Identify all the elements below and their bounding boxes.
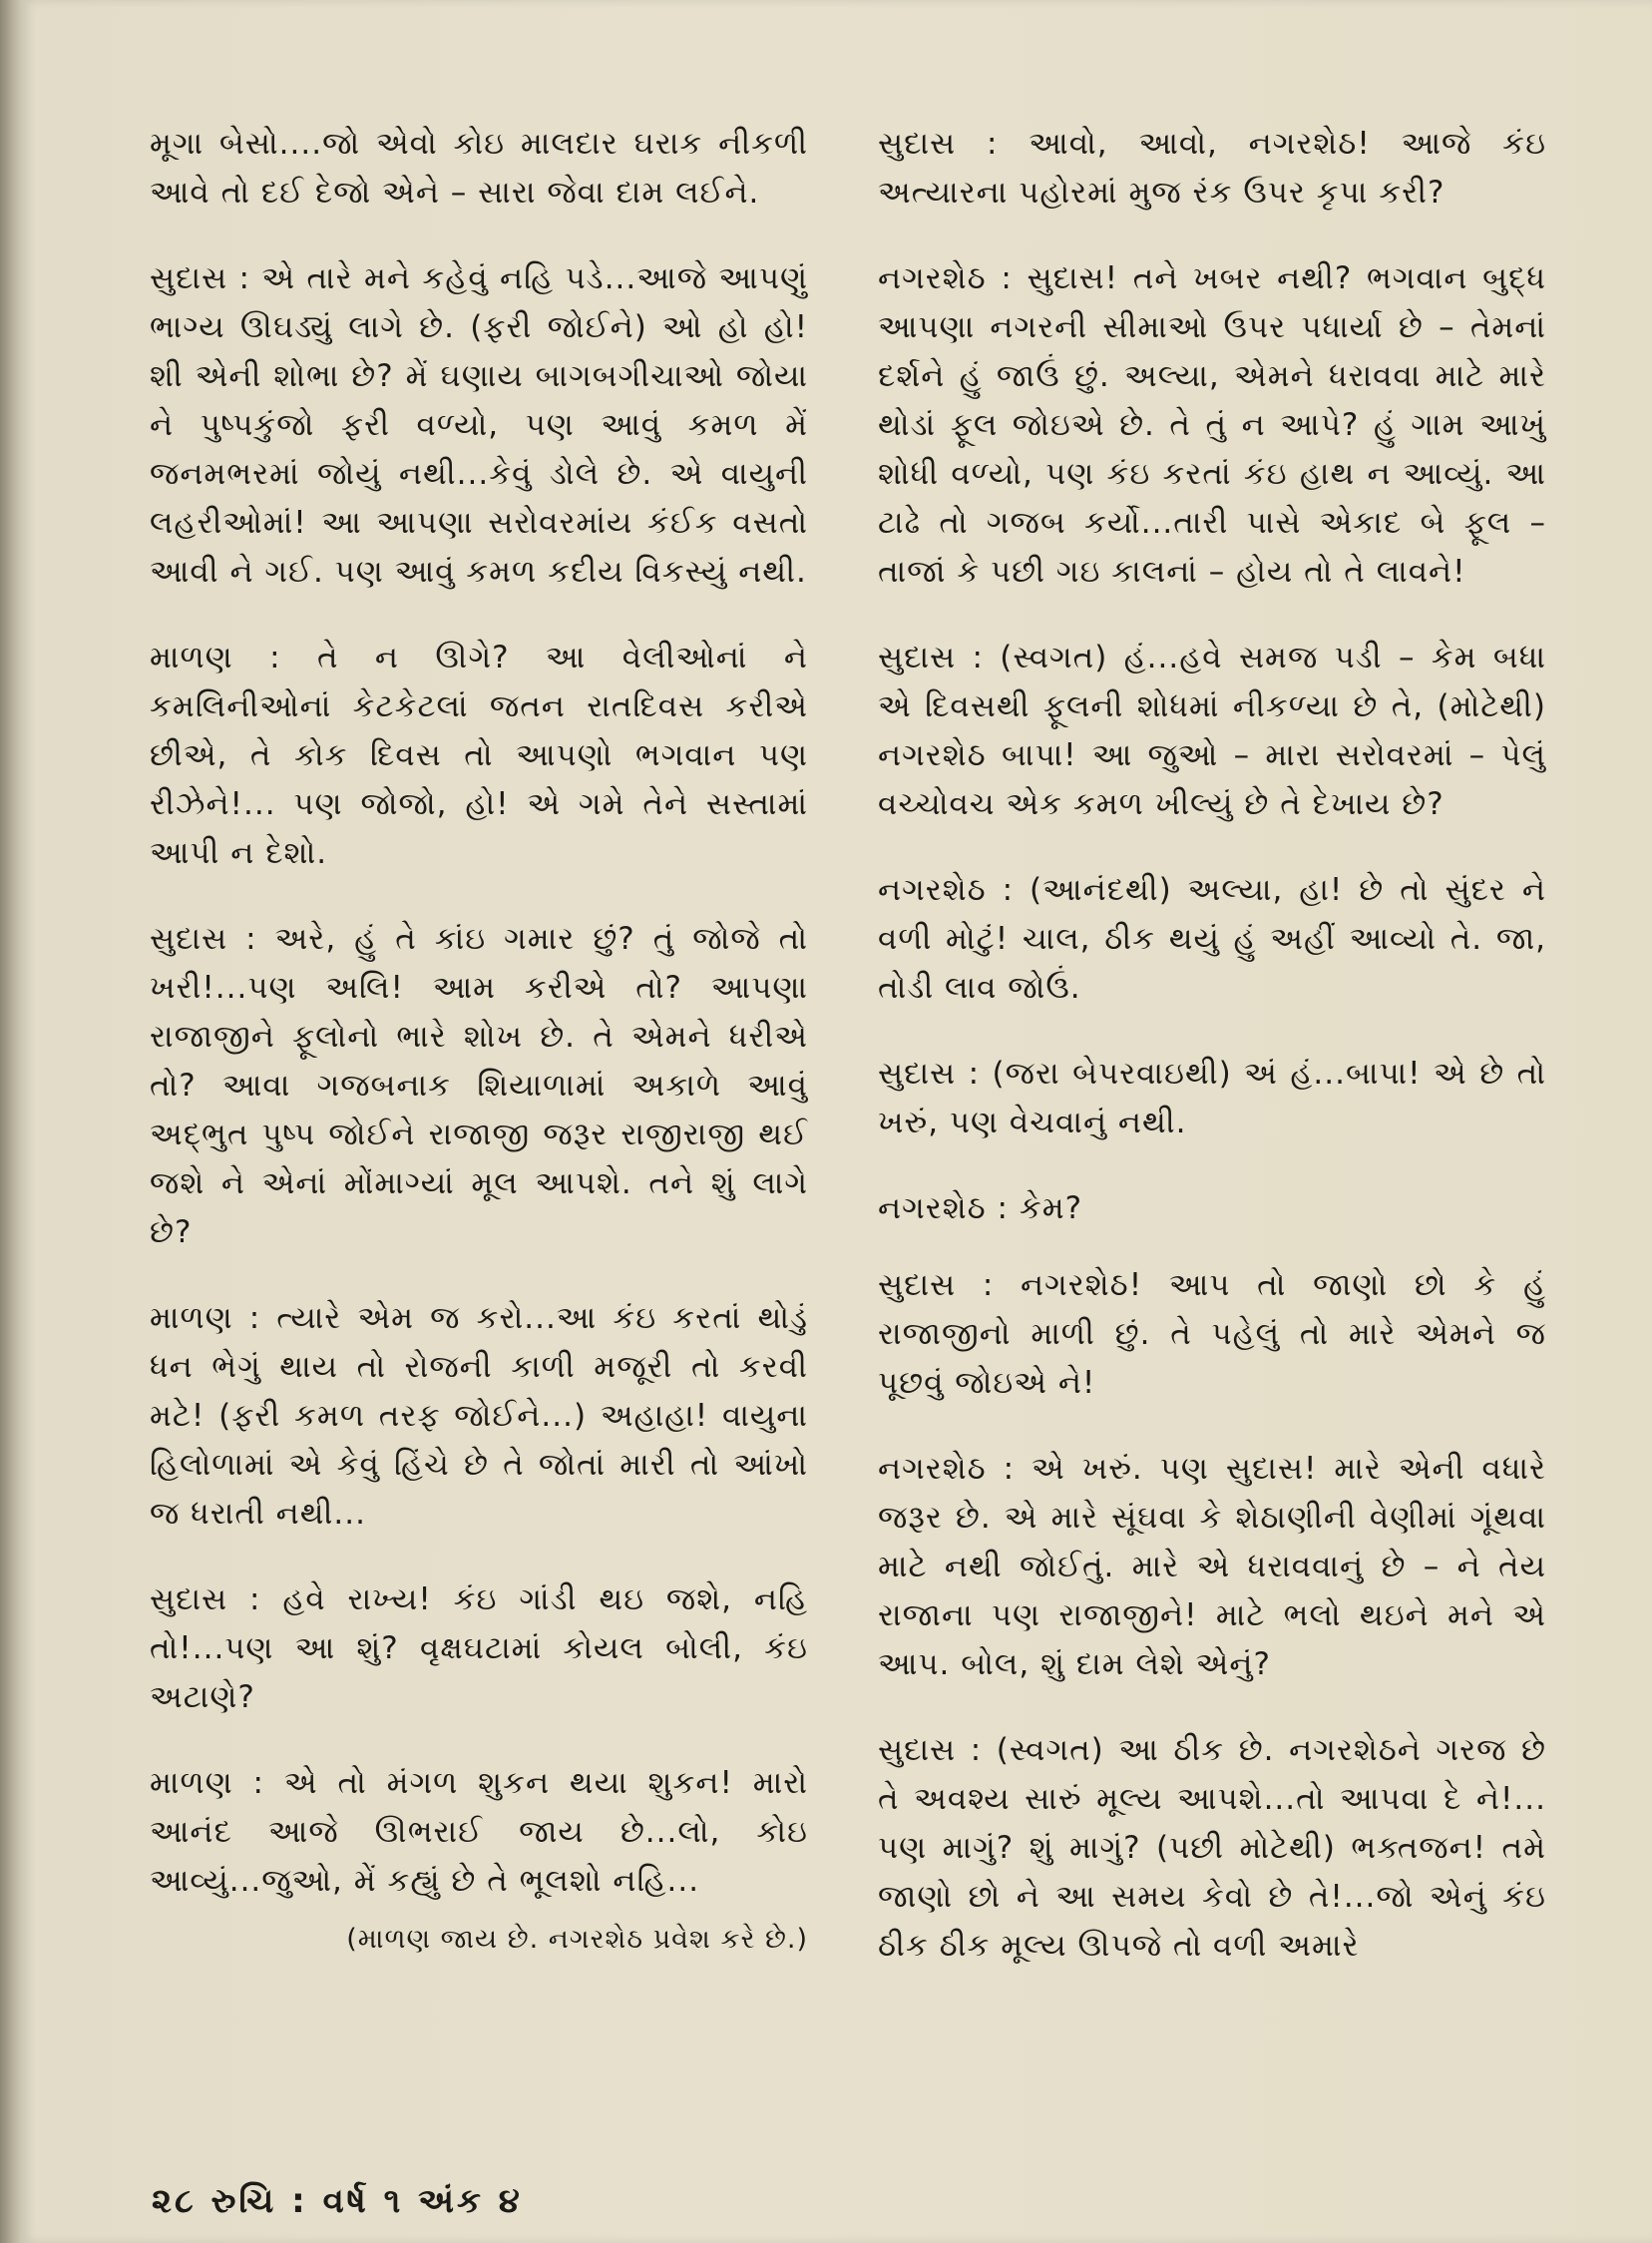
left-paragraph-malan-3: માળણ : એ તો મંગળ શુકન થયા શુકન! મારો આનંદ આજે ઊભરાઈ જાય છે...લો, કોઇ આવ્યું...જુઓ, મેં કહ્યું છે તે ભૂલશો નહિ... [150, 1765, 808, 1899]
left-paragraph-malan-2: માળણ : ત્યારે એમ જ કરો...આ કંઇ કરતાં થોડું ધન ભેગું થાય તો રોજની કાળી મજૂરી તો કરવી મટે! (ફરી કમળ તરફ જોઈને...) અહાહા! વાયુના હિલોળામાં એ કેવું હિંચે છે તે જોતાં મારી તો આંખો જ ધરાતી નથી... [150, 1300, 808, 1532]
page-footer: ૨૮ રુચિ : વર્ષ ૧ અંક ૪ [152, 2181, 523, 2221]
page-binding-edge [0, 0, 22, 2243]
left-paragraph-1: મૂગા બેસો....જો એવો કોઇ માલદાર ઘરાક નીકળી આવે તો દઈ દેજો એને – સારા જેવા દામ લઈને. [150, 126, 808, 211]
left-paragraph-sudas-1: સુદાસ : એ તારે મને કહેવું નહિ પડે...આજે આપણું ભાગ્ય ઊઘડ્યું લાગે છે. (ફરી જોઈને) ઓ હો હો! શી એની શોભા છે? મેં ઘણાય બાગબગીચાઓ જોયા ને પુષ્પકુંજો ફરી વળ્યો, પણ આવું કમળ મેં જનમભરમાં જોયું નથી...કેવું ડોલે છે. એ વાયુની લહરીઓમાં! આ આપણા સરોવરમાંય કંઈક વસતો આવી ને ગઈ. પણ આવું કમળ કદીય વિકસ્યું નથી. [150, 260, 808, 590]
left-paragraph-sudas-3: સુદાસ : હવે રાખ્ય! કંઇ ગાંડી થઇ જશે, નહિ તો!...પણ આ શું? વૃક્ષઘટામાં કોયલ બોલી, કંઇ અટાણે? [150, 1581, 808, 1715]
left-paragraph-malan-1: માળણ : તે ન ઊગે? આ વેલીઓનાં ને કમલિનીઓનાં કેટકેટલાં જતન રાતદિવસ કરીએ છીએ, તે કોક દિવસ તો આપણો ભગવાન પણ રીઝેને!... પણ જોજો, હો! એ ગમે તેને સસ્તામાં આપી ન દેશો. [150, 640, 808, 871]
right-paragraph-sudas-5: સુદાસ : (સ્વગત) આ ઠીક છે. નગરશેઠને ગરજ છે તે અવશ્ય સારું મૂલ્ય આપશે...તો આપવા દે ને!... પણ માગું? શું માગું? (પછી મોટેથી) ભક્તજન! તમે જાણો છો ને આ સમય કેવો છે તે!...જો એનું કંઇ ઠીક ઠીક મૂલ્ય ઊપજે તો વળી અમારે [878, 1732, 1546, 1964]
left-paragraph-sudas-2: સુદાસ : અરે, હું તે કાંઇ ગમાર છું? તું જોજે તો ખરી!...પણ અલિ! આમ કરીએ તો? આપણા રાજાજીને ફૂલોનો ભારે શોખ છે. તે એમને ધરીએ તો? આવા ગજબનાક શિયાળામાં અકાળે આવું અદ્‌ભુત પુષ્પ જોઈને રાજાજી જરૂર રાજીરાજી થઈ જશે ને એનાં મોંમાગ્યાં મૂલ આપશે. તને શું લાગે છે? [150, 921, 808, 1250]
right-paragraph-sudas-3: સુદાસ : (જરા બેપરવાઇથી) અં હં...બાપા! એ છે તો ખરું, પણ વેચવાનું નથી. [878, 1056, 1546, 1140]
stage-direction: (માળણ જાય છે. નગરશેઠ પ્રવેશ કરે છે.) [346, 1924, 808, 1955]
right-paragraph-nagarsheth-4: નગરશેઠ : એ ખરું. પણ સુદાસ! મારે એની વધારે જરૂર છે. એ મારે સૂંઘવા કે શેઠાણીની વેણીમાં ગૂંથવા માટે નથી જોઈતું. મારે એ ધરાવવાનું છે – ને તેય રાજાના પણ રાજાજીને! માટે ભલો થઇને મને એ આપ. બોલ, શું દામ લેશે એનું? [878, 1451, 1546, 1682]
left-column [150, 120, 808, 1964]
right-paragraph-sudas-4: સુદાસ : નગરશેઠ! આપ તો જાણો છો કે હું રાજાજીનો માળી છું. તે પહેલું તો મારે એમને જ પૂછવું જોઇએ ને! [878, 1267, 1546, 1401]
right-paragraph-sudas-1: સુદાસ : આવો, આવો, નગરશેઠ! આજે કંઇ અત્યારના પહોરમાં મુજ રંક ઉપર કૃપા કરી? [878, 126, 1546, 211]
right-paragraph-nagarsheth-2: નગરશેઠ : (આનંદથી) અલ્યા, હા! છે તો સુંદર ને વળી મોટું! ચાલ, ઠીક થયું હું અહીં આવ્યો તે. જા, તોડી લાવ જોઉં. [878, 872, 1546, 1006]
right-paragraph-nagarsheth-1: નગરશેઠ : સુદાસ! તને ખબર નથી? ભગવાન બુદ્ધ આપણા નગરની સીમાઓ ઉપર પધાર્યા છે – તેમનાં દર્શને હું જાઉં છું. અલ્યા, એમને ધરાવવા માટે મારે થોડાં ફૂલ જોઇએ છે. તે તું ન આપે? હું ગામ આખું શોધી વળ્યો, પણ કંઇ કરતાં કંઇ હાથ ન આવ્યું. આ ટાઢે તો ગજબ કર્યો...તારી પાસે એકાદ બે ફૂલ – તાજાં કે પછી ગઇ કાલનાં – હોય તો તે લાવને! [878, 260, 1546, 590]
right-column [878, 120, 1546, 2008]
right-paragraph-sudas-2: સુદાસ : (સ્વગત) હં...હવે સમજ પડી – કેમ બધા એ દિવસથી ફૂલની શોધમાં નીકળ્યા છે તે, (મોટેથી) નગરશેઠ બાપા! આ જુઓ – મારા સરોવરમાં – પેલું વચ્ચોવચ એક કમળ ખીલ્યું છે તે દેખાય છે? [878, 640, 1546, 822]
right-paragraph-nagarsheth-3: નગરશેઠ : કેમ? [878, 1190, 1083, 1226]
